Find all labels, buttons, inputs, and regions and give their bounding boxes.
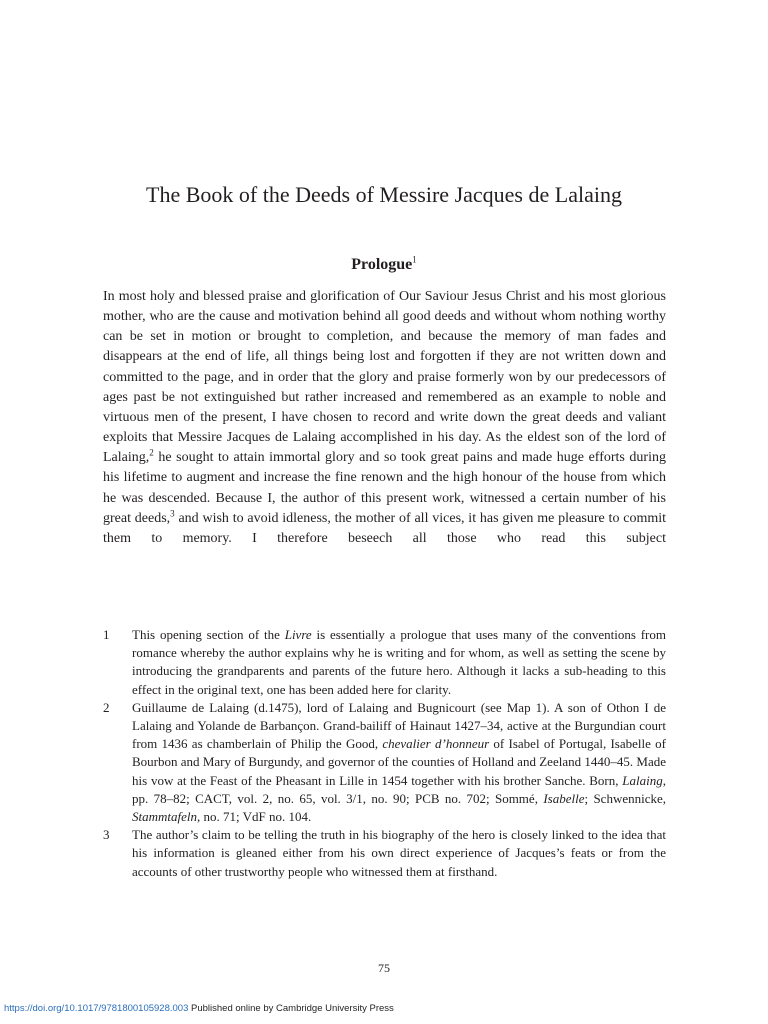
page-number: 75 bbox=[378, 961, 390, 975]
footnote-italic-text: Isabelle bbox=[543, 790, 585, 806]
section-heading-text: Prologue bbox=[351, 256, 413, 273]
footnote-text: is essentially a prologue that uses many of the conventions from romance whereby the author explains why he is writing and for whom, as well as setting the scene by introducing the grandparents and parents of the future hero. Although it lacks a sub-heading to this effect in the original text, one has been added here for clarity. bbox=[132, 627, 666, 697]
publisher-note: Published online by Cambridge University Press bbox=[188, 1003, 394, 1014]
doi-footer bbox=[4, 1002, 394, 1015]
book-title: The Book of the Deeds of Messire Jacques de Lalaing bbox=[146, 182, 622, 207]
footnote-ref-2[interactable]: 2 bbox=[149, 447, 154, 458]
prologue-body-text bbox=[103, 287, 666, 549]
body-text-part-1: In most holy and blessed praise and glorification of Our Saviour Jesus Christ and his most glorious mother, who are the cause and motivation behind all good deeds and without whom nothing worthy can be set in motion or brought to completion, and because the memory of man fades and disappears at the end of life, all things being lost and forgotten if they are not written down and committed to the page, and in order that the glory and praise formerly won by our predecessors of ages past be not extinguished but rather increased and remembered as an example to noble and virtuous men of the present, I have chosen to record and write down the great deeds and valiant exploits that Messire Jacques de Lalaing accomplished in his day. As the eldest son of the lord of Lalaing, bbox=[103, 289, 666, 466]
body-text-part-3: and wish to avoid idleness, the mother of all vices, it has given me pleasure to commit them to memory. I therefore beseech all those who read this subject bbox=[103, 510, 667, 546]
footnote-text: This opening section of the bbox=[132, 627, 285, 642]
footnote-number: 3 bbox=[103, 827, 110, 843]
body-text-part-2: he sought to attain immortal glory and so took great pains and made huge efforts during his lifetime to augment and increase the fine renown and the high honour of the house from which he was descended. Because I, the author of this present work, witnessed a certain number of his great deeds, bbox=[103, 450, 666, 526]
footnote bbox=[103, 826, 666, 881]
footnote bbox=[103, 626, 666, 699]
footnote-italic-text: chevalier d’honneur bbox=[382, 736, 490, 752]
footnote-italic-text: Lalaing bbox=[622, 772, 663, 788]
footnote-ref-1[interactable]: 1 bbox=[412, 254, 417, 265]
footnote-number: 2 bbox=[103, 699, 110, 715]
footnote-ref-3[interactable]: 3 bbox=[170, 508, 175, 519]
doi-link[interactable]: https://doi.org/10.1017/9781800105928.003 bbox=[4, 1003, 189, 1014]
footnote-italic-text: Stammtafeln bbox=[132, 809, 197, 825]
footnote-text: Guillaume de Lalaing (d.1475), lord of Lalaing and Bugnicourt (see Map 1). A son of Othon I de Lalaing and Yolande de Barbançon. Grand-bailiff of Hainaut 1427–34, active at the Burgundian court from 1436 as chamberlain of Philip the Good, bbox=[132, 699, 666, 752]
footnote-text: , pp. 78–82; CACT, vol. 2, no. 65, vol. 3/1, no. 90; PCB no. 702; Sommé, bbox=[132, 772, 666, 806]
section-heading bbox=[0, 254, 768, 276]
footnote-number: 1 bbox=[103, 627, 110, 642]
footnote-text: ; Schwennicke, bbox=[584, 790, 666, 806]
footnote-italic-text: Livre bbox=[284, 627, 312, 642]
footnotes-list bbox=[103, 626, 666, 881]
footnote-text: of Isabel of Portugal, Isabelle of Bourbon and Mary of Burgundy, and governor of the counties of Holland and Zeeland 1440–45. Made his vow at the Feast of the Pheasant in Lille in 1454 together with his brother Sanche. Born, bbox=[132, 736, 666, 788]
footnote bbox=[103, 699, 666, 826]
footnote-text: The author’s claim to be telling the truth in his biography of the hero is closely linked to the idea that his information is gleaned either from his own direct experience of Jacques’s feats or from the accounts of other trustworthy people who witnessed them at firsthand. bbox=[132, 827, 666, 879]
footnote-text: , no. 71; VdF no. 104. bbox=[197, 809, 312, 825]
